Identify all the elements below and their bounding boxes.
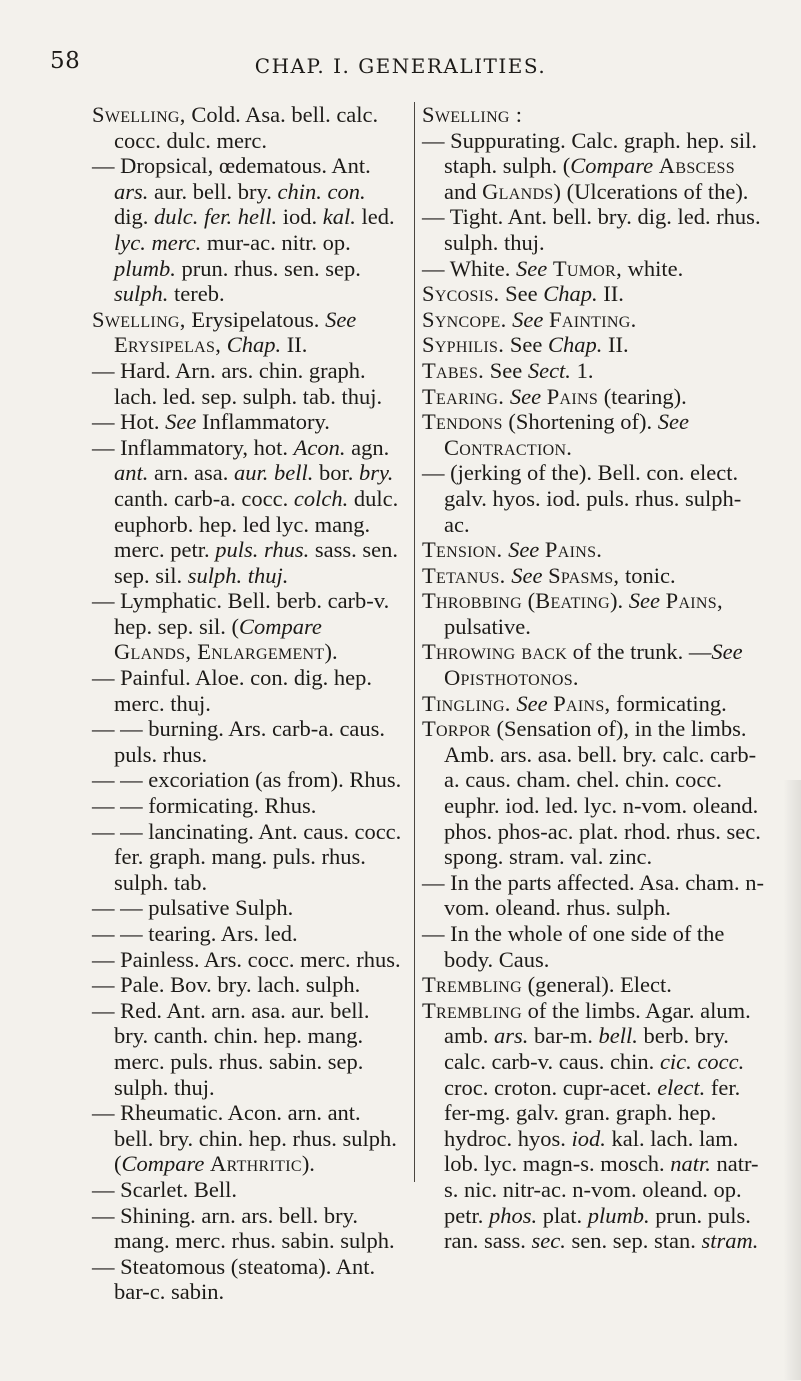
entry-text: — In the parts affected. Asa. cham. n-vom. oleand. rhus. sulph. (422, 869, 764, 921)
entry-text: aur. bell. bry. (148, 178, 278, 204)
index-entry (92, 665, 404, 716)
entry-text: stram. (701, 1228, 759, 1254)
entry-text: II. (602, 332, 629, 358)
entry-text: plumb. (587, 1202, 650, 1228)
entry-text: Tearing. (422, 383, 505, 409)
index-entry (422, 332, 764, 358)
entry-text: Swelling, (92, 102, 186, 127)
index-entry (92, 972, 404, 998)
entry-text: 1. (570, 357, 594, 383)
entry-text: Syncope. (422, 306, 507, 332)
entry-text: of the trunk. — (567, 639, 712, 665)
entry-text: cic. cocc. (659, 1048, 745, 1074)
entry-text: sen. sep. stan. (565, 1228, 702, 1254)
index-entry (422, 998, 764, 1254)
entry-text: croc. croton. cupr-acet. (444, 1074, 658, 1100)
entry-text: colch. (293, 485, 349, 511)
entry-text: — Steatomous (steatoma). Ant. bar-c. sabin. (92, 1253, 376, 1305)
entry-text: ). (324, 639, 338, 665)
entry-text: Contraction. (444, 434, 573, 460)
index-entry (422, 281, 764, 307)
entry-text: plumb. (114, 255, 176, 281)
entry-text: (tearing). (598, 383, 687, 409)
entry-text: Tumor, (552, 255, 622, 281)
entry-text: Fainting. (549, 306, 637, 332)
entry-text: prun. puls. ran. sass. (444, 1202, 751, 1254)
entry-text: of the limbs. Agar. alum. amb. (444, 997, 751, 1049)
page-edge-shadow (783, 780, 801, 1380)
index-entry (92, 435, 404, 589)
entry-text: See (512, 306, 544, 332)
index-entry (92, 1100, 404, 1177)
entry-text: Pains, (553, 690, 611, 716)
entry-text: and (444, 178, 483, 204)
entry-text: sulph. (114, 281, 169, 307)
entry-text: ars. (114, 178, 149, 204)
entry-text: See (657, 409, 689, 435)
entry-text: Compare (570, 153, 654, 179)
entry-text: — Pale. Bov. bry. lach. sulph. (92, 972, 361, 998)
column-divider (414, 102, 415, 1182)
entry-text: sulph. thuj. (187, 562, 289, 588)
entry-text: chin. con. (277, 178, 366, 204)
entry-text: (Sensation of), in the limbs. Amb. ars. asa. bell. bry. calc. carb-a. caus. cham. chel. chin. cocc. euphr. iod. led. lyc. n-vom. oleand. phos. phos-ac. plat. rhod. rhus. sec. spong. stram. val. zinc. (444, 716, 761, 870)
entry-text: Glands, Enlargement (114, 639, 325, 665)
entry-text: — Shining. arn. ars. bell. bry. mang. merc. rhus. sabin. sulph. (92, 1202, 395, 1254)
entry-text: Tabes. (422, 357, 485, 383)
entry-text: Pains. (544, 537, 603, 563)
entry-text: Pains (546, 383, 599, 409)
entry-text: (general). Elect. (522, 972, 672, 998)
entry-text: dulc. fer. hell. (154, 204, 278, 230)
index-entry (92, 947, 404, 973)
entry-text: phos. (489, 1202, 538, 1228)
entry-text: aur. bell. (233, 460, 314, 486)
entry-text: Sycosis. (422, 281, 500, 307)
entry-text: — Inflammatory, hot. (92, 434, 294, 460)
entry-text: — In the whole of one side of the body. Caus. (422, 921, 725, 972)
index-entry (422, 204, 764, 255)
entry-text: — Hard. Arn. ars. chin. graph. lach. led. sep. sulph. tab. thuj. (92, 357, 383, 409)
entry-text: bell. (598, 1023, 638, 1049)
entry-text: Pains, (665, 588, 723, 614)
entry-text: plat. (537, 1202, 588, 1228)
entry-text: Trembling (422, 972, 522, 998)
entry-text: Chap. (547, 332, 603, 358)
entry-text: — Tight. Ant. bell. bry. dig. led. rhus. sulph. thuj. (422, 204, 761, 255)
entry-text: See (508, 537, 540, 563)
index-entry (422, 972, 764, 998)
entry-text: Sect. (527, 357, 571, 383)
entry-text: bar-m. (528, 1023, 599, 1049)
entry-text: — Dropsical, œdematous. Ant. (92, 153, 371, 179)
entry-text: Throwing back (422, 639, 568, 665)
entry-text: Opisthotonos. (444, 665, 579, 691)
entry-text: Chap. (226, 332, 282, 358)
entry-text: Acon. (293, 434, 346, 460)
entry-text: arn. asa. (148, 460, 234, 486)
entry-text: tonic. (619, 562, 676, 588)
entry-text: See (711, 639, 743, 665)
index-entry (422, 588, 764, 639)
entry-text: Compare (121, 1151, 205, 1177)
index-entry (92, 588, 404, 665)
entry-text: — (jerking of the). Bell. con. elect. galv. hyos. iod. puls. rhus. sulph-ac. (422, 460, 742, 537)
entry-text: fer. fer-mg. galv. gran. graph. hep. hydroc. hyos. (444, 1074, 741, 1151)
index-entry (422, 460, 764, 537)
entry-text: berb. bry. calc. carb-v. caus. chin. (444, 1023, 729, 1074)
left-column (92, 102, 404, 1305)
entry-text: — — excoriation (as from). Rhus. (92, 767, 402, 793)
entry-text: — — tearing. Ars. led. (92, 921, 298, 946)
index-entry (422, 870, 764, 921)
index-entry (422, 691, 764, 717)
entry-text: See (511, 562, 543, 588)
entry-text: white. (622, 255, 684, 281)
entry-text: — Painless. Ars. cocc. merc. rhus. (92, 946, 401, 972)
entry-text: ). (301, 1151, 315, 1177)
entry-text: bry. (359, 460, 394, 486)
entry-text: agn. (345, 434, 390, 460)
entry-text: Arthritic (210, 1151, 302, 1177)
entry-text: — Hot. (92, 409, 166, 435)
entry-text: — — pulsative Sulph. (92, 895, 294, 921)
index-entry (92, 716, 404, 767)
entry-text: ). (610, 588, 629, 614)
entry-text: Tendons (422, 409, 503, 435)
index-entry (422, 384, 764, 410)
entry-text: Chap. (543, 281, 598, 307)
entry-text: formicating. (610, 690, 727, 716)
entry-text: — — lancinating. Ant. caus. cocc. fer. graph. mang. puls. rhus. sulph. tab. (92, 818, 402, 895)
entry-text: iod. (571, 1125, 606, 1151)
entry-text: See (515, 255, 548, 281)
index-entry (92, 358, 404, 409)
entry-text: Swelling, (92, 306, 186, 332)
entry-text: kal. (322, 204, 356, 230)
index-entry (92, 1254, 404, 1305)
entry-text: See (628, 588, 660, 614)
entry-text: II. (597, 281, 624, 307)
entry-text: puls. rhus. (215, 537, 310, 563)
entry-text: See (509, 383, 542, 409)
index-entry (92, 409, 404, 435)
entry-text: ) (Ulcerations of the). (553, 178, 749, 204)
index-entry (92, 102, 404, 153)
index-entry (422, 102, 764, 128)
entry-text: — Red. Ant. arn. asa. aur. bell. bry. canth. chin. hep. mang. merc. puls. rhus. sabin. sep. sulph. thuj. (92, 997, 370, 1100)
index-entry (422, 537, 764, 563)
index-entry (422, 128, 764, 205)
index-entry (92, 767, 404, 793)
entry-text: II. (281, 332, 308, 358)
entry-text: See (325, 306, 357, 332)
entry-text: Erysipelas, (114, 332, 222, 358)
entry-text: — Scarlet. Bell. (92, 1176, 237, 1202)
index-entry (92, 819, 404, 896)
entry-text: — White. (422, 255, 516, 281)
entry-text: elect. (657, 1074, 706, 1100)
entry-text: dulc. euphorb. hep. led lyc. mang. merc. petr. (114, 485, 399, 563)
index-entry (422, 639, 764, 690)
entry-text: tereb. (168, 281, 225, 307)
entry-text: natr. (670, 1151, 711, 1177)
entry-text: Inflammatory. (196, 409, 330, 435)
index-entry (422, 307, 764, 333)
entry-text: Tetanus. (422, 562, 506, 588)
entry-text: Compare (238, 613, 322, 639)
entry-text: — — burning. Ars. carb-a. caus. puls. rhus. (92, 716, 386, 767)
entry-text: Tingling. (422, 690, 511, 716)
entry-text: — Painful. Aloe. con. dig. hep. merc. thuj. (92, 665, 372, 716)
entry-text: canth. carb-a. cocc. (114, 485, 294, 511)
entry-text: dig. (114, 204, 155, 230)
entry-text: — Lymphatic. Bell. berb. carb-v. hep. sep. sil. ( (92, 588, 390, 639)
index-entry (422, 716, 764, 870)
entry-text: Swelling : (422, 102, 523, 127)
entry-text: See (165, 409, 197, 435)
entry-text: Abscess (658, 153, 735, 179)
index-entry (92, 998, 404, 1100)
entry-text: Spasms, (548, 562, 620, 588)
index-entry (92, 793, 404, 819)
entry-text: sass. sen. sep. sil. (114, 537, 398, 588)
index-entry (422, 563, 764, 589)
entry-text: iod. (277, 204, 323, 230)
entry-text: See (484, 357, 528, 383)
entry-text: kal. lach. lam. lob. lyc. magn-s. mosch. (444, 1125, 739, 1177)
entry-text: See (504, 332, 548, 358)
index-entry (92, 1203, 404, 1254)
index-entry (92, 153, 404, 307)
entry-text: Beating (535, 588, 611, 614)
entry-text: ant. (114, 460, 149, 486)
entry-text: Trembling (422, 997, 522, 1023)
entry-text: mur-ac. nitr. op. (201, 229, 351, 255)
index-entry (422, 921, 764, 972)
index-entry (92, 895, 404, 921)
entry-text: sec. (531, 1228, 566, 1254)
page-number: 58 (50, 48, 81, 74)
index-entry (92, 307, 404, 358)
entry-text: Glands (482, 178, 554, 204)
index-entry (422, 409, 764, 460)
entry-text: — — formicating. Rhus. (92, 793, 317, 819)
entry-text: lyc. merc. (114, 229, 202, 255)
entry-text: Torpor (422, 716, 491, 742)
entry-text: led. (355, 204, 395, 230)
entry-text: Tension. (422, 537, 503, 563)
entry-text: prun. rhus. sen. sep. (175, 255, 361, 281)
index-entry (422, 358, 764, 384)
entry-text: (Shortening of). (502, 409, 658, 435)
entry-text: — Rheumatic. Acon. arn. ant. bell. bry. chin. hep. rhus. sulph. ( (92, 1100, 397, 1177)
index-entry (92, 1177, 404, 1203)
entry-text: Throbbing (422, 588, 523, 614)
entry-text: Erysipelatous. (185, 306, 326, 332)
entry-text: pulsative. (444, 613, 531, 639)
entry-text: ( (522, 588, 536, 614)
entry-text: ars. (494, 1023, 529, 1049)
entry-text: See (499, 281, 544, 307)
entry-text: Syphilis. (422, 332, 505, 358)
entry-text: bor. (313, 460, 360, 486)
running-head: CHAP. I. GENERALITIES. (254, 54, 547, 78)
entry-text: — Suppurating. Calc. graph. hep. sil. staph. sulph. ( (422, 127, 757, 179)
entry-text: Cold. Asa. bell. calc. cocc. dulc. merc. (114, 102, 379, 153)
entry-text: See (516, 690, 548, 716)
entry-text: natr-s. nic. nitr-ac. n-vom. oleand. op. petr. (444, 1151, 759, 1228)
index-entry (92, 921, 404, 947)
index-entry (422, 256, 764, 282)
right-column (422, 102, 764, 1254)
